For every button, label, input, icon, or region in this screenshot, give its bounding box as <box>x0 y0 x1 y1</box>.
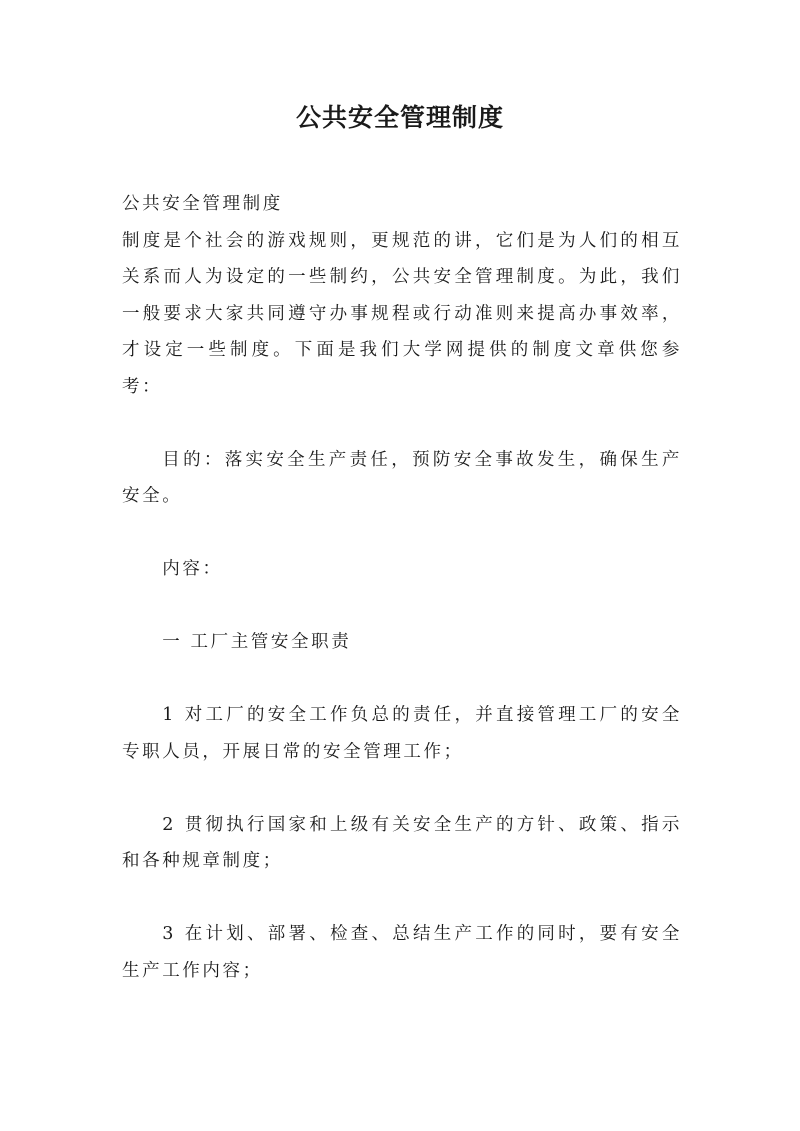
paragraph-spacer <box>122 880 682 917</box>
list-item: 3 在计划、部署、检查、总结生产工作的同时，要有安全生产工作内容； <box>122 924 682 981</box>
paragraph-spacer <box>122 588 682 625</box>
section-heading: 一 工厂主管安全职责 <box>162 632 352 652</box>
document-body <box>122 186 682 989</box>
purpose-paragraph: 目的：落实安全生产责任，预防安全事故发生，确保生产安全。 <box>122 449 682 506</box>
paragraph-spacer <box>122 661 682 698</box>
list-item: 2 贯彻执行国家和上级有关安全生产的方针、政策、指示和各种规章制度； <box>122 814 682 871</box>
list-item: 1 对工厂的安全工作负总的责任，并直接管理工厂的安全专职人员，开展日常的安全管理工作； <box>122 705 682 762</box>
intro-paragraph: 制度是个社会的游戏规则，更规范的讲，它们是为人们的相互关系而人为设定的一些制约，公共安全管理制度。为此，我们一般要求大家共同遵守办事规程或行动准则来提高办事效率，才设定一些制度。下面是我们大学网提供的制度文章供您参考： <box>122 230 682 397</box>
content-label: 内容： <box>162 559 223 579</box>
document-subtitle: 公共安全管理制度 <box>122 194 283 214</box>
paragraph-spacer <box>122 515 682 552</box>
document-title: 公共安全管理制度 <box>295 103 504 132</box>
paragraph-spacer <box>122 405 682 442</box>
paragraph-spacer <box>122 770 682 807</box>
